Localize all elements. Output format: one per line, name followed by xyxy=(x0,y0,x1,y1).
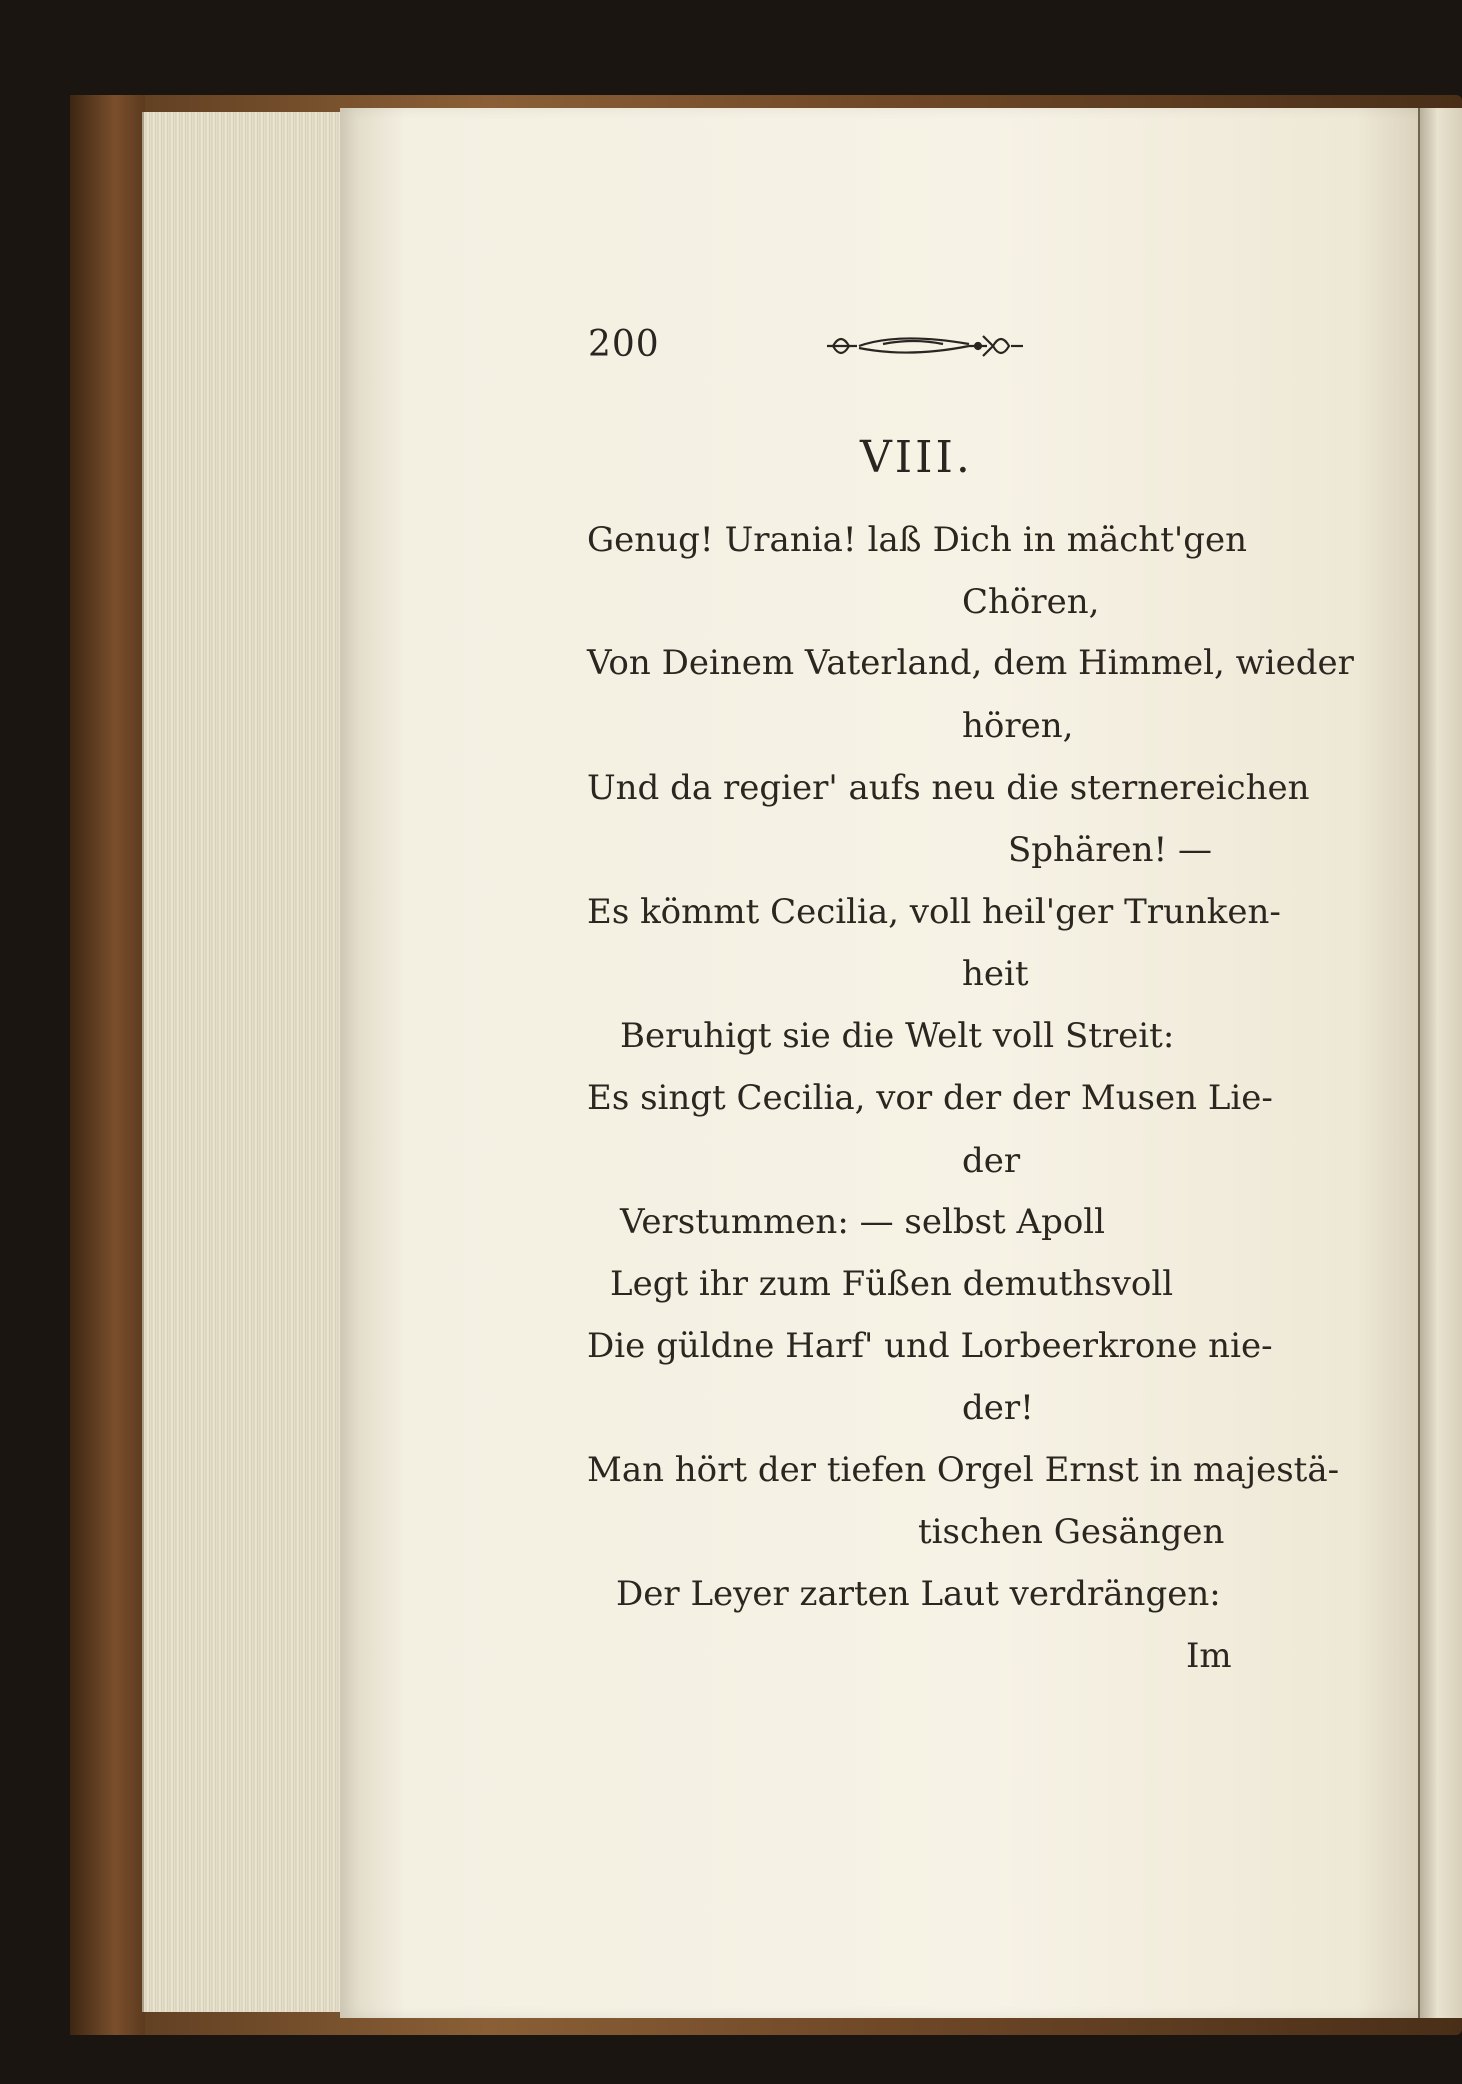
page-number: 200 xyxy=(588,324,660,365)
book-spine xyxy=(70,95,145,2035)
verse-line-18: Der Leyer zarten Laut verdrängen: xyxy=(616,1574,1221,1614)
verse-line-1: Genug! Urania! laß Dich in mächt'gen xyxy=(587,520,1247,560)
chapter-heading: VIII. xyxy=(860,432,973,483)
verse-line-2: Chören, xyxy=(962,582,1100,622)
verse-line-15: der! xyxy=(962,1388,1034,1428)
verse-line-3: Von Deinem Vaterland, dem Himmel, wieder xyxy=(587,643,1354,683)
verse-line-10: Es singt Cecilia, vor der der Musen Lie- xyxy=(587,1078,1273,1118)
verse-line-12: Verstummen: — selbst Apoll xyxy=(620,1202,1106,1242)
verse-line-16: Man hört der tiefen Orgel Ernst in majestä- xyxy=(587,1450,1340,1490)
verse-line-13: Legt ihr zum Füßen demuthsvoll xyxy=(610,1264,1174,1304)
verse-line-9: Beruhigt sie die Welt voll Streit: xyxy=(620,1016,1175,1056)
verse-line-4: hören, xyxy=(962,706,1074,746)
verse-line-7: Es kömmt Cecilia, voll heil'ger Trunken- xyxy=(587,892,1281,932)
fleuron-ornament-icon xyxy=(823,324,1028,368)
verse-line-14: Die güldne Harf' und Lorbeerkrone nie- xyxy=(587,1326,1273,1366)
verse-line-8: heit xyxy=(962,954,1029,994)
book-page xyxy=(340,108,1422,2018)
verse-line-17: tischen Gesängen xyxy=(918,1512,1225,1552)
catchword: Im xyxy=(1186,1636,1232,1676)
running-header xyxy=(588,324,1043,374)
verse-line-6: Sphären! — xyxy=(1008,830,1212,870)
verse-line-11: der xyxy=(962,1141,1021,1181)
facing-page-edge xyxy=(1418,108,1462,2018)
verse-line-5: Und da regier' aufs neu die sternereichen xyxy=(587,768,1310,808)
page-edges xyxy=(142,112,354,2012)
